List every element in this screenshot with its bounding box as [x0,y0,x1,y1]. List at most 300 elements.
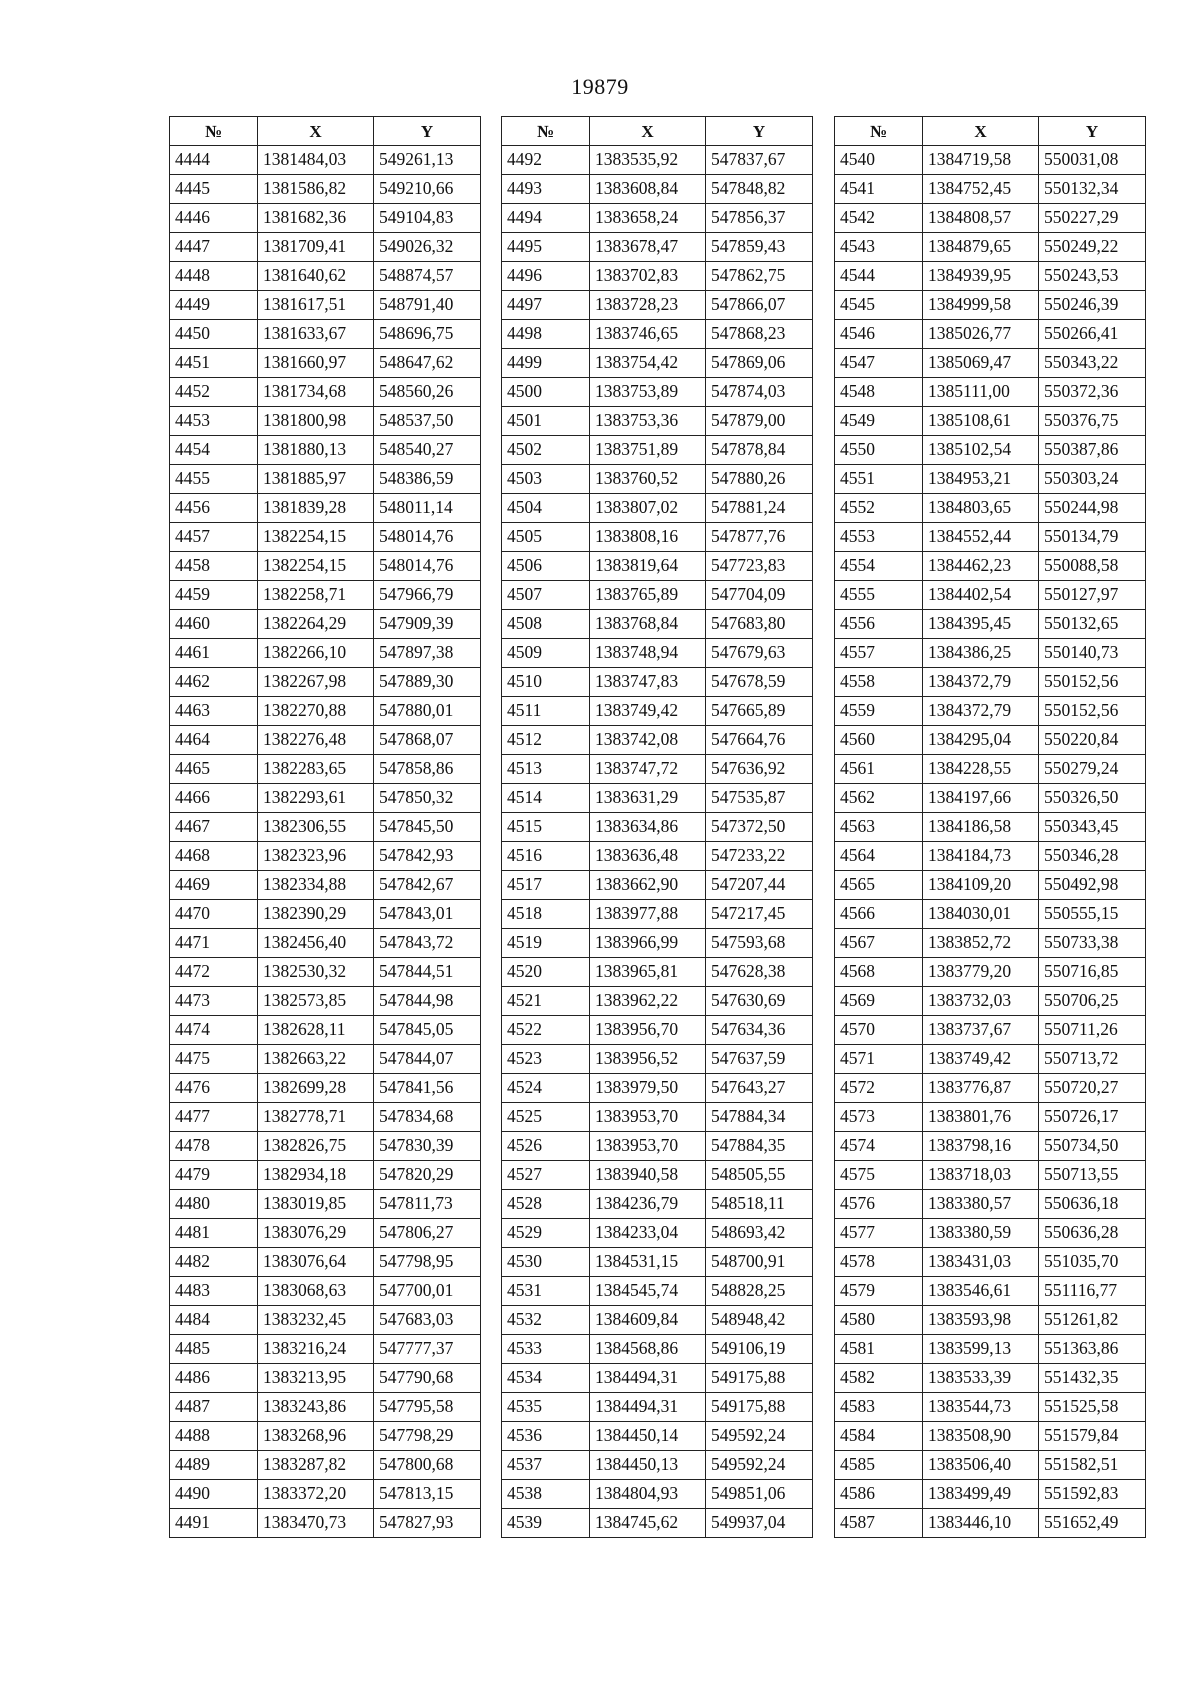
table-row [835,755,1146,784]
point-number-cell: 4576 [835,1190,923,1219]
table-row [835,1364,1146,1393]
point-number-cell: 4532 [502,1306,590,1335]
point-number-cell: 4505 [502,523,590,552]
point-number-cell: 4551 [835,465,923,494]
table-row [502,407,813,436]
x-coordinate-cell: 1384372,79 [923,697,1039,726]
x-coordinate-cell: 1384494,31 [590,1364,706,1393]
y-coordinate-cell: 547880,26 [706,465,813,494]
x-coordinate-cell: 1383953,70 [590,1132,706,1161]
table-row [170,900,481,929]
x-coordinate-cell: 1384295,04 [923,726,1039,755]
y-coordinate-cell: 550031,08 [1039,146,1146,175]
x-coordinate-cell: 1383742,08 [590,726,706,755]
y-coordinate-cell: 550152,56 [1039,668,1146,697]
point-number-cell: 4457 [170,523,258,552]
point-number-cell: 4563 [835,813,923,842]
x-coordinate-cell: 1382934,18 [258,1161,374,1190]
x-coordinate-cell: 1383754,42 [590,349,706,378]
table-row [502,204,813,233]
point-number-cell: 4463 [170,697,258,726]
table-row [502,1016,813,1045]
x-coordinate-cell: 1382267,98 [258,668,374,697]
y-coordinate-cell: 547881,24 [706,494,813,523]
point-number-cell: 4502 [502,436,590,465]
y-coordinate-cell: 551363,86 [1039,1335,1146,1364]
page-number: 19879 [571,74,629,99]
table-row [502,146,813,175]
table-row [835,697,1146,726]
point-number-cell: 4446 [170,204,258,233]
x-coordinate-cell: 1381633,67 [258,320,374,349]
point-number-cell: 4570 [835,1016,923,1045]
x-coordinate-cell: 1383962,22 [590,987,706,1016]
y-coordinate-cell: 548700,91 [706,1248,813,1277]
y-coordinate-cell: 547813,15 [374,1480,481,1509]
point-number-cell: 4456 [170,494,258,523]
x-coordinate-cell: 1383287,82 [258,1451,374,1480]
point-number-cell: 4500 [502,378,590,407]
point-number-cell: 4470 [170,900,258,929]
point-number-cell: 4543 [835,233,923,262]
x-coordinate-cell: 1383732,03 [923,987,1039,1016]
y-coordinate-cell: 550132,34 [1039,175,1146,204]
point-number-cell: 4572 [835,1074,923,1103]
point-number-cell: 4545 [835,291,923,320]
table-row [835,494,1146,523]
y-coordinate-cell: 548696,75 [374,320,481,349]
x-coordinate-cell: 1382334,88 [258,871,374,900]
point-number-cell: 4557 [835,639,923,668]
y-coordinate-cell: 547700,01 [374,1277,481,1306]
x-coordinate-cell: 1384939,95 [923,262,1039,291]
x-coordinate-cell: 1382270,88 [258,697,374,726]
table-row [170,552,481,581]
y-coordinate-cell: 550387,86 [1039,436,1146,465]
y-coordinate-cell: 551652,49 [1039,1509,1146,1538]
point-number-cell: 4469 [170,871,258,900]
x-coordinate-cell: 1382530,32 [258,958,374,987]
x-coordinate-cell: 1383807,02 [590,494,706,523]
y-coordinate-cell: 547844,07 [374,1045,481,1074]
table-row [502,465,813,494]
column-header-number: № [835,117,923,146]
table-row [835,784,1146,813]
x-coordinate-cell: 1383470,73 [258,1509,374,1538]
y-coordinate-cell: 550372,36 [1039,378,1146,407]
point-number-cell: 4571 [835,1045,923,1074]
point-number-cell: 4531 [502,1277,590,1306]
y-coordinate-cell: 550492,98 [1039,871,1146,900]
y-coordinate-cell: 547843,01 [374,900,481,929]
point-number-cell: 4575 [835,1161,923,1190]
point-number-cell: 4541 [835,175,923,204]
point-number-cell: 4546 [835,320,923,349]
x-coordinate-cell: 1384808,57 [923,204,1039,233]
x-coordinate-cell: 1383544,73 [923,1393,1039,1422]
point-number-cell: 4553 [835,523,923,552]
y-coordinate-cell: 550346,28 [1039,842,1146,871]
table-row [835,871,1146,900]
point-number-cell: 4568 [835,958,923,987]
y-coordinate-cell: 547811,73 [374,1190,481,1219]
y-coordinate-cell: 547628,38 [706,958,813,987]
x-coordinate-cell: 1383753,89 [590,378,706,407]
x-coordinate-cell: 1383956,70 [590,1016,706,1045]
table-row [502,320,813,349]
x-coordinate-cell: 1381839,28 [258,494,374,523]
point-number-cell: 4579 [835,1277,923,1306]
table-row [835,1074,1146,1103]
table-row [170,1103,481,1132]
x-coordinate-cell: 1383599,13 [923,1335,1039,1364]
table-row [170,784,481,813]
y-coordinate-cell: 548874,57 [374,262,481,291]
point-number-cell: 4478 [170,1132,258,1161]
y-coordinate-cell: 547207,44 [706,871,813,900]
y-coordinate-cell: 547535,87 [706,784,813,813]
x-coordinate-cell: 1384450,14 [590,1422,706,1451]
point-number-cell: 4511 [502,697,590,726]
x-coordinate-cell: 1383634,86 [590,813,706,842]
y-coordinate-cell: 547637,59 [706,1045,813,1074]
table-row [502,755,813,784]
x-coordinate-cell: 1383765,89 [590,581,706,610]
table-header-row [835,117,1146,146]
y-coordinate-cell: 548537,50 [374,407,481,436]
point-number-cell: 4567 [835,929,923,958]
point-number-cell: 4537 [502,1451,590,1480]
y-coordinate-cell: 548791,40 [374,291,481,320]
y-coordinate-cell: 550127,97 [1039,581,1146,610]
point-number-cell: 4542 [835,204,923,233]
table-row [502,1132,813,1161]
point-number-cell: 4492 [502,146,590,175]
x-coordinate-cell: 1384228,55 [923,755,1039,784]
y-coordinate-cell: 547848,82 [706,175,813,204]
x-coordinate-cell: 1383819,64 [590,552,706,581]
point-number-cell: 4495 [502,233,590,262]
x-coordinate-cell: 1383779,20 [923,958,1039,987]
table-row [170,1074,481,1103]
table-row [170,349,481,378]
y-coordinate-cell: 550279,24 [1039,755,1146,784]
y-coordinate-cell: 547683,03 [374,1306,481,1335]
y-coordinate-cell: 550343,45 [1039,813,1146,842]
table-header-row [170,117,481,146]
x-coordinate-cell: 1383746,65 [590,320,706,349]
table-row [170,726,481,755]
point-number-cell: 4489 [170,1451,258,1480]
x-coordinate-cell: 1381484,03 [258,146,374,175]
x-coordinate-cell: 1384030,01 [923,900,1039,929]
table-row [835,320,1146,349]
point-number-cell: 4484 [170,1306,258,1335]
y-coordinate-cell: 547790,68 [374,1364,481,1393]
table-row [835,1277,1146,1306]
table-row [170,987,481,1016]
y-coordinate-cell: 549175,88 [706,1364,813,1393]
y-coordinate-cell: 547678,59 [706,668,813,697]
x-coordinate-cell: 1384531,15 [590,1248,706,1277]
point-number-cell: 4523 [502,1045,590,1074]
table-row [835,1335,1146,1364]
y-coordinate-cell: 550343,22 [1039,349,1146,378]
y-coordinate-cell: 547858,86 [374,755,481,784]
x-coordinate-cell: 1382306,55 [258,813,374,842]
table-row [502,813,813,842]
point-number-cell: 4503 [502,465,590,494]
point-number-cell: 4587 [835,1509,923,1538]
coordinates-table-3 [834,116,1146,1538]
table-row [170,407,481,436]
x-coordinate-cell: 1384552,44 [923,523,1039,552]
point-number-cell: 4491 [170,1509,258,1538]
point-number-cell: 4482 [170,1248,258,1277]
table-row [502,436,813,465]
x-coordinate-cell: 1383216,24 [258,1335,374,1364]
point-number-cell: 4561 [835,755,923,784]
column-header-y: Y [1039,117,1146,146]
y-coordinate-cell: 547842,93 [374,842,481,871]
y-coordinate-cell: 547233,22 [706,842,813,871]
point-number-cell: 4477 [170,1103,258,1132]
point-number-cell: 4449 [170,291,258,320]
table-row [170,494,481,523]
y-coordinate-cell: 547845,50 [374,813,481,842]
point-number-cell: 4510 [502,668,590,697]
x-coordinate-cell: 1384372,79 [923,668,1039,697]
table-row [170,378,481,407]
point-number-cell: 4520 [502,958,590,987]
y-coordinate-cell: 547844,98 [374,987,481,1016]
y-coordinate-cell: 550140,73 [1039,639,1146,668]
x-coordinate-cell: 1384545,74 [590,1277,706,1306]
x-coordinate-cell: 1381617,51 [258,291,374,320]
x-coordinate-cell: 1384803,65 [923,494,1039,523]
x-coordinate-cell: 1381682,36 [258,204,374,233]
point-number-cell: 4582 [835,1364,923,1393]
point-number-cell: 4564 [835,842,923,871]
y-coordinate-cell: 547593,68 [706,929,813,958]
y-coordinate-cell: 547843,72 [374,929,481,958]
column-header-x: X [923,117,1039,146]
point-number-cell: 4450 [170,320,258,349]
y-coordinate-cell: 551592,83 [1039,1480,1146,1509]
table-row [170,1509,481,1538]
y-coordinate-cell: 547834,68 [374,1103,481,1132]
table-row [170,813,481,842]
x-coordinate-cell: 1383636,48 [590,842,706,871]
y-coordinate-cell: 547723,83 [706,552,813,581]
y-coordinate-cell: 548505,55 [706,1161,813,1190]
y-coordinate-cell: 547874,03 [706,378,813,407]
table-row [502,929,813,958]
point-number-cell: 4527 [502,1161,590,1190]
y-coordinate-cell: 550303,24 [1039,465,1146,494]
x-coordinate-cell: 1385069,47 [923,349,1039,378]
point-number-cell: 4548 [835,378,923,407]
x-coordinate-cell: 1383631,29 [590,784,706,813]
x-coordinate-cell: 1383748,94 [590,639,706,668]
y-coordinate-cell: 550713,72 [1039,1045,1146,1074]
table-row [835,1016,1146,1045]
x-coordinate-cell: 1383535,92 [590,146,706,175]
x-coordinate-cell: 1383243,86 [258,1393,374,1422]
point-number-cell: 4559 [835,697,923,726]
table-row [835,610,1146,639]
point-number-cell: 4453 [170,407,258,436]
point-number-cell: 4485 [170,1335,258,1364]
table-row [170,1422,481,1451]
table-row [170,1190,481,1219]
table-row [170,523,481,552]
x-coordinate-cell: 1381880,13 [258,436,374,465]
y-coordinate-cell: 547636,92 [706,755,813,784]
x-coordinate-cell: 1383940,58 [590,1161,706,1190]
x-coordinate-cell: 1383380,59 [923,1219,1039,1248]
x-coordinate-cell: 1384804,93 [590,1480,706,1509]
y-coordinate-cell: 547643,27 [706,1074,813,1103]
x-coordinate-cell: 1383232,45 [258,1306,374,1335]
table-row [502,233,813,262]
y-coordinate-cell: 548828,25 [706,1277,813,1306]
x-coordinate-cell: 1382283,65 [258,755,374,784]
table-row [502,1364,813,1393]
table-row [835,175,1146,204]
x-coordinate-cell: 1383608,84 [590,175,706,204]
point-number-cell: 4544 [835,262,923,291]
x-coordinate-cell: 1382266,10 [258,639,374,668]
y-coordinate-cell: 547868,23 [706,320,813,349]
x-coordinate-cell: 1384233,04 [590,1219,706,1248]
y-coordinate-cell: 551116,77 [1039,1277,1146,1306]
point-number-cell: 4560 [835,726,923,755]
table-row [502,697,813,726]
point-number-cell: 4494 [502,204,590,233]
table-row [170,1161,481,1190]
table-row [502,523,813,552]
point-number-cell: 4552 [835,494,923,523]
table-row [502,784,813,813]
x-coordinate-cell: 1384745,62 [590,1509,706,1538]
table-row [835,262,1146,291]
table-row [502,1335,813,1364]
point-number-cell: 4473 [170,987,258,1016]
table-row [502,1451,813,1480]
y-coordinate-cell: 547868,07 [374,726,481,755]
point-number-cell: 4483 [170,1277,258,1306]
y-coordinate-cell: 547877,76 [706,523,813,552]
table-row [170,1306,481,1335]
table-row [502,1161,813,1190]
x-coordinate-cell: 1382778,71 [258,1103,374,1132]
x-coordinate-cell: 1383977,88 [590,900,706,929]
y-coordinate-cell: 547884,34 [706,1103,813,1132]
table-row [502,668,813,697]
point-number-cell: 4474 [170,1016,258,1045]
point-number-cell: 4525 [502,1103,590,1132]
table-row [835,1219,1146,1248]
y-coordinate-cell: 547827,93 [374,1509,481,1538]
table-row [502,1480,813,1509]
point-number-cell: 4574 [835,1132,923,1161]
point-number-cell: 4562 [835,784,923,813]
y-coordinate-cell: 548647,62 [374,349,481,378]
y-coordinate-cell: 550636,28 [1039,1219,1146,1248]
point-number-cell: 4471 [170,929,258,958]
x-coordinate-cell: 1384395,45 [923,610,1039,639]
x-coordinate-cell: 1383678,47 [590,233,706,262]
y-coordinate-cell: 547372,50 [706,813,813,842]
point-number-cell: 4573 [835,1103,923,1132]
x-coordinate-cell: 1383979,50 [590,1074,706,1103]
table-row [835,639,1146,668]
x-coordinate-cell: 1383776,87 [923,1074,1039,1103]
table-row [502,610,813,639]
point-number-cell: 4584 [835,1422,923,1451]
y-coordinate-cell: 548014,76 [374,523,481,552]
point-number-cell: 4479 [170,1161,258,1190]
table-row [502,1074,813,1103]
point-number-cell: 4556 [835,610,923,639]
y-coordinate-cell: 550720,27 [1039,1074,1146,1103]
y-coordinate-cell: 547777,37 [374,1335,481,1364]
point-number-cell: 4507 [502,581,590,610]
x-coordinate-cell: 1384386,25 [923,639,1039,668]
point-number-cell: 4480 [170,1190,258,1219]
point-number-cell: 4455 [170,465,258,494]
y-coordinate-cell: 550716,85 [1039,958,1146,987]
table-row [170,1277,481,1306]
x-coordinate-cell: 1383718,03 [923,1161,1039,1190]
point-number-cell: 4549 [835,407,923,436]
point-number-cell: 4554 [835,552,923,581]
point-number-cell: 4459 [170,581,258,610]
x-coordinate-cell: 1384109,20 [923,871,1039,900]
column-header-x: X [258,117,374,146]
y-coordinate-cell: 549106,19 [706,1335,813,1364]
table-row [502,900,813,929]
x-coordinate-cell: 1383019,85 [258,1190,374,1219]
x-coordinate-cell: 1383751,89 [590,436,706,465]
table-row [170,755,481,784]
table-row [502,581,813,610]
x-coordinate-cell: 1383431,03 [923,1248,1039,1277]
y-coordinate-cell: 549937,04 [706,1509,813,1538]
table-row [170,1393,481,1422]
column-header-y: Y [706,117,813,146]
table-row [170,146,481,175]
point-number-cell: 4490 [170,1480,258,1509]
x-coordinate-cell: 1382276,48 [258,726,374,755]
x-coordinate-cell: 1385108,61 [923,407,1039,436]
point-number-cell: 4547 [835,349,923,378]
table-row [835,349,1146,378]
point-number-cell: 4513 [502,755,590,784]
table-row [170,175,481,204]
y-coordinate-cell: 547859,43 [706,233,813,262]
point-number-cell: 4528 [502,1190,590,1219]
x-coordinate-cell: 1382254,15 [258,523,374,552]
x-coordinate-cell: 1383956,52 [590,1045,706,1074]
y-coordinate-cell: 547830,39 [374,1132,481,1161]
point-number-cell: 4468 [170,842,258,871]
y-coordinate-cell: 550227,29 [1039,204,1146,233]
point-number-cell: 4524 [502,1074,590,1103]
y-coordinate-cell: 550134,79 [1039,523,1146,552]
y-coordinate-cell: 547837,67 [706,146,813,175]
